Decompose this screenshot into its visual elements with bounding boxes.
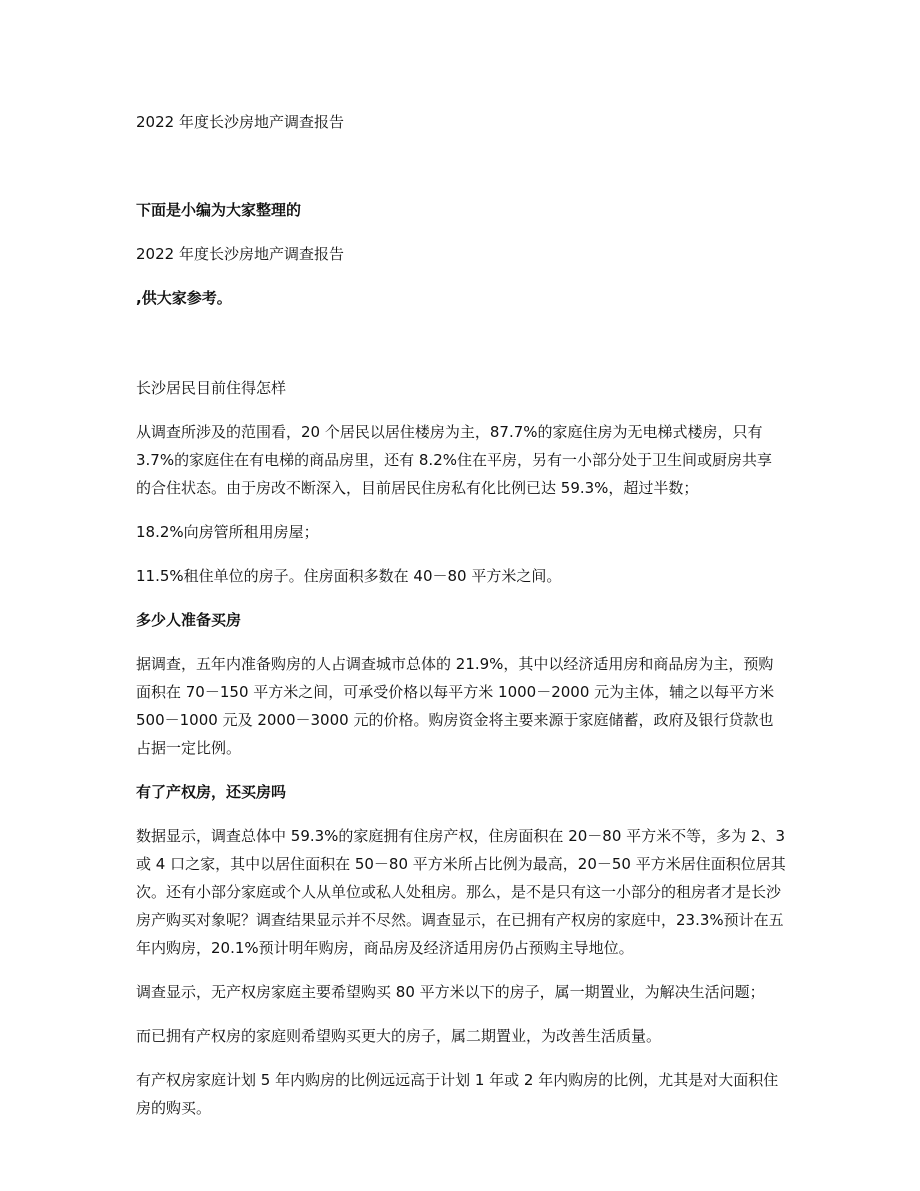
intro-line-3: ,供大家参考。 (136, 289, 232, 307)
paragraph: 11.5%租住单位的房子。住房面积多数在 40－80 平方米之间。 (136, 567, 562, 585)
section-heading: 多少人准备买房 (136, 611, 242, 629)
section-heading: 长沙居民目前住得怎样 (136, 379, 287, 397)
paragraph: 18.2%向房管所租用房屋； (136, 523, 319, 541)
intro-line-1: 下面是小编为大家整理的 (136, 201, 302, 219)
paragraph: 从调查所涉及的范围看，20 个居民以居住楼房为主，87.7%的家庭住房为无电梯式楼房，只有 3.7%的家庭住在有电梯的商品房里，还有 8.2%住在平房，另有一小部分处于卫生间或厨房共享的合住状态。由于房改不断深入，目前居民住房私有化比例已达 59.3%，超过半数； (136, 423, 772, 497)
paragraph: 调查显示，无产权房家庭主要希望购买 80 平方米以下的房子，属一期置业，为解决生活问题； (136, 983, 765, 1001)
section-heading: 有了产权房，还买房吗 (136, 783, 287, 801)
paragraph: 有产权房家庭计划 5 年内购房的比例远远高于计划 1 年或 2 年内购房的比例，尤其是对大面积住房的购买。 (136, 1071, 779, 1117)
paragraph: 数据显示，调查总体中 59.3%的家庭拥有住房产权，住房面积在 20－80 平方米不等，多为 2、3 或 4 口之家，其中以居住面积在 50－80 平方米所占比例为最高，20－50 平方米居住面积位居其次。还有小部分家庭或个人从单位或私人处租房。那么，是不是只有这一小部分的租房者才是长沙房产购买对象呢？调查结果显示并不尽然。调查显示，在已拥有产权房的家庭中，23.3%预计在五年内购房，20.1%预计明年购房，商品房及经济适用房仍占预购主导地位。 (136, 827, 786, 957)
paragraph: 而已拥有产权房的家庭则希望购买更大的房子，属二期置业，为改善生活质量。 (136, 1027, 662, 1045)
intro-line-2: 2022 年度长沙房地产调查报告 (136, 245, 344, 263)
document-title: 2022 年度长沙房地产调查报告 (136, 113, 344, 131)
paragraph: 据调查，五年内准备购房的人占调查城市总体的 21.9%，其中以经济适用房和商品房为主，预购面积在 70－150 平方米之间，可承受价格以每平方米 1000－2000 元为主体，辅之以每平方米 500－1000 元及 2000－3000 元的价格。购房资金将主要来源于家庭储蓄，政府及银行贷款也占据一定比例。 (136, 655, 775, 757)
